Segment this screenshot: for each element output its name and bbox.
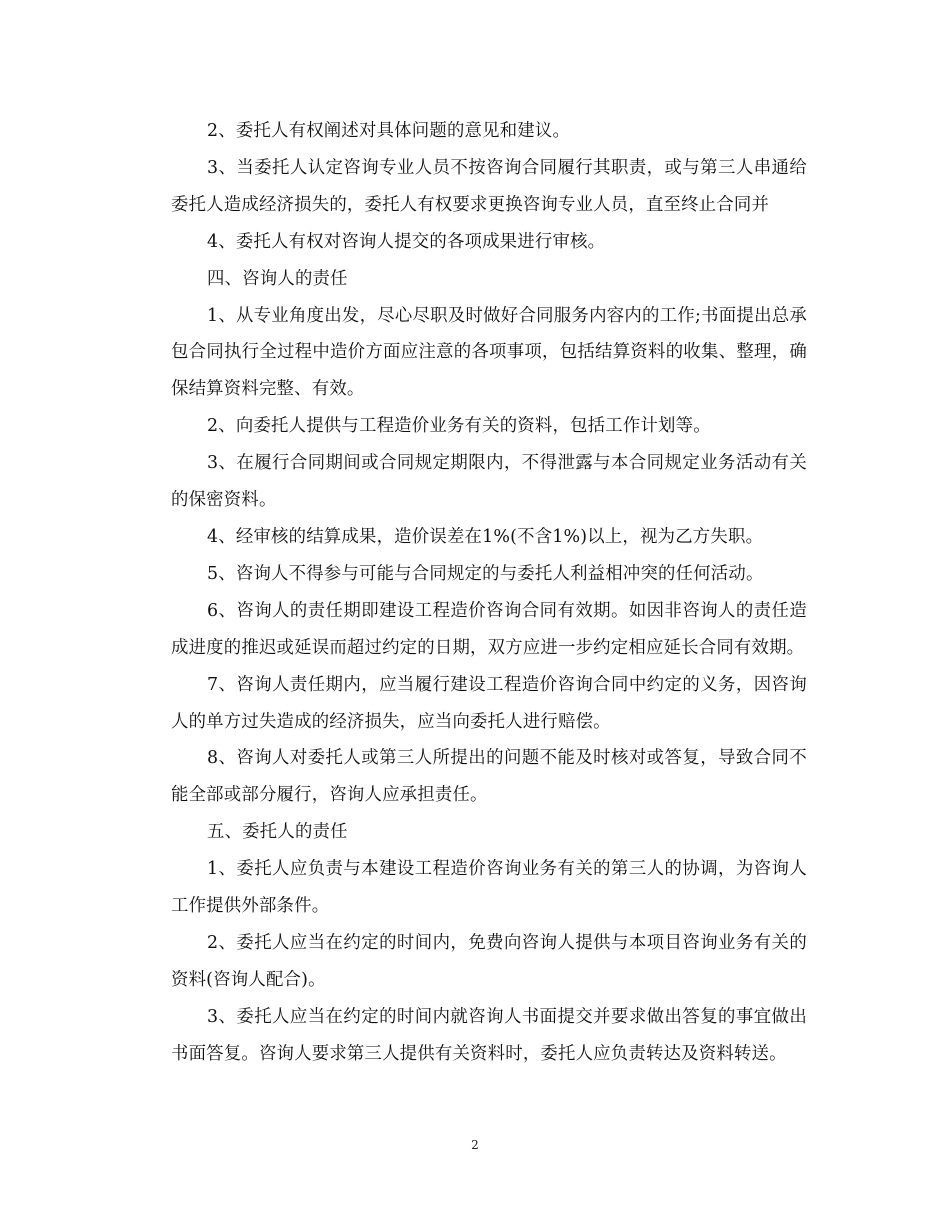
paragraph: 5、咨询人不得参与可能与合同规定的与委托人利益相冲突的任何活动。 [207,563,764,584]
section-heading: 五、委托人的责任 [207,822,348,843]
paragraph: 6、咨询人的责任期即建设工程造价咨询合同有效期。如因非咨询人的责任造成进度的推迟或延误而超过约定的日期，双方应进一步约定相应延长合同有效期。 [171,600,807,658]
paragraph: 2、委托人有权阐述对具体问题的意见和建议。 [207,121,571,141]
paragraph: 1、从专业角度出发，尽心尽职及时做好合同服务内容内的工作;书面提出总承包合同执行全过程中造价方面应注意的各项事项，包括结算资料的收集、整理，确保结算资料完整、有效。 [171,305,807,400]
paragraph: 4、经审核的结算成果，造价误差在1%(不含1%)以上，视为乙方失职。 [207,526,764,547]
paragraph: 3、当委托人认定咨询专业人员不按咨询合同履行其职责，或与第三人串通给委托人造成经济损失的，委托人有权要求更换咨询专业人员，直至终止合同并 [171,157,807,215]
paragraph: 1、委托人应负责与本建设工程造价咨询业务有关的第三人的协调，为咨询人工作提供外部条件。 [171,859,807,917]
paragraph: 2、向委托人提供与工程造价业务有关的资料，包括工作计划等。 [207,416,711,437]
page-number: 2 [471,1138,479,1152]
section-heading: 四、咨询人的责任 [207,268,348,289]
paragraph: 3、委托人应当在约定的时间内就咨询人书面提交并要求做出答复的事宜做出书面答复。咨询人要求第三人提供有关资料时，委托人应负责转达及资料转送。 [171,1006,807,1064]
paragraph: 2、委托人应当在约定的时间内，免费向咨询人提供与本项目咨询业务有关的资料(咨询人配合)。 [171,932,807,990]
document-body [171,113,807,1073]
paragraph: 4、委托人有权对咨询人提交的各项成果进行审核。 [207,231,606,252]
paragraph: 3、在履行合同期间或合同规定期限内，不得泄露与本合同规定业务活动有关的保密资料。 [171,453,807,511]
paragraph: 8、咨询人对委托人或第三人所提出的问题不能及时核对或答复，导致合同不能全部或部分履行，咨询人应承担责任。 [171,748,807,806]
paragraph: 7、咨询人责任期内，应当履行建设工程造价咨询合同中约定的义务，因咨询人的单方过失造成的经济损失，应当向委托人进行赔偿。 [171,674,807,732]
